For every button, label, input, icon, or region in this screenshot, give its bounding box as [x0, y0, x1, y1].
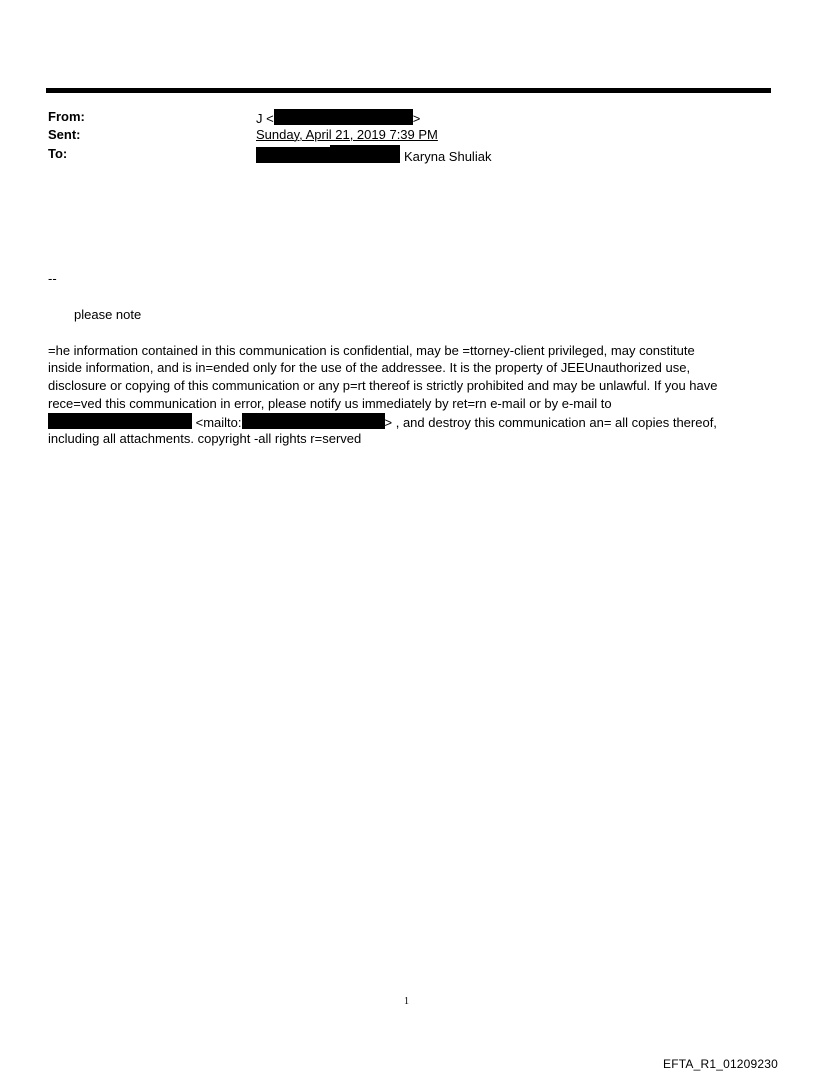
redaction-box	[256, 147, 330, 163]
disclaimer-line-5	[48, 413, 717, 430]
note-heading: please note	[74, 307, 142, 322]
signature-separator: --	[48, 271, 57, 286]
redaction-box	[48, 413, 192, 429]
to-value	[256, 145, 491, 164]
line5-tail: > , and destroy this communication an= all copies thereof,	[384, 415, 717, 430]
redaction-box	[242, 413, 385, 429]
sent-label: Sent:	[48, 127, 81, 142]
disclaimer-line-2: inside information, and is in=ended only for the use of the addressee. It is the property of JEEUnauthorized use,	[48, 360, 691, 375]
redaction-box	[330, 145, 400, 163]
page-number: 1	[404, 996, 409, 1007]
disclaimer-line-1: =he information contained in this communication is confidential, may be =ttorney-client privileged, may constitute	[48, 343, 695, 358]
to-name: Karyna Shuliak	[404, 149, 492, 164]
redaction-box	[274, 109, 413, 125]
header-divider-rule	[46, 88, 771, 93]
disclaimer-line-4: rece=ved this communication in error, please notify us immediately by ret=rn e-mail or by e-mail to	[48, 396, 612, 411]
sent-value: Sunday, April 21, 2019 7:39 PM	[256, 127, 438, 142]
mailto-label: <mailto:	[195, 415, 242, 430]
from-value	[256, 109, 420, 126]
from-label: From:	[48, 109, 85, 124]
to-label: To:	[48, 146, 68, 161]
from-suffix: >	[412, 111, 421, 126]
disclaimer-line-6: including all attachments. copyright -all rights r=served	[48, 431, 362, 446]
from-prefix: J <	[256, 111, 274, 126]
disclaimer-line-3: disclosure or copying of this communication or any p=rt thereof is strictly prohibited and may be unlawful. If you have	[48, 378, 718, 393]
bates-number: EFTA_R1_01209230	[663, 1057, 779, 1071]
